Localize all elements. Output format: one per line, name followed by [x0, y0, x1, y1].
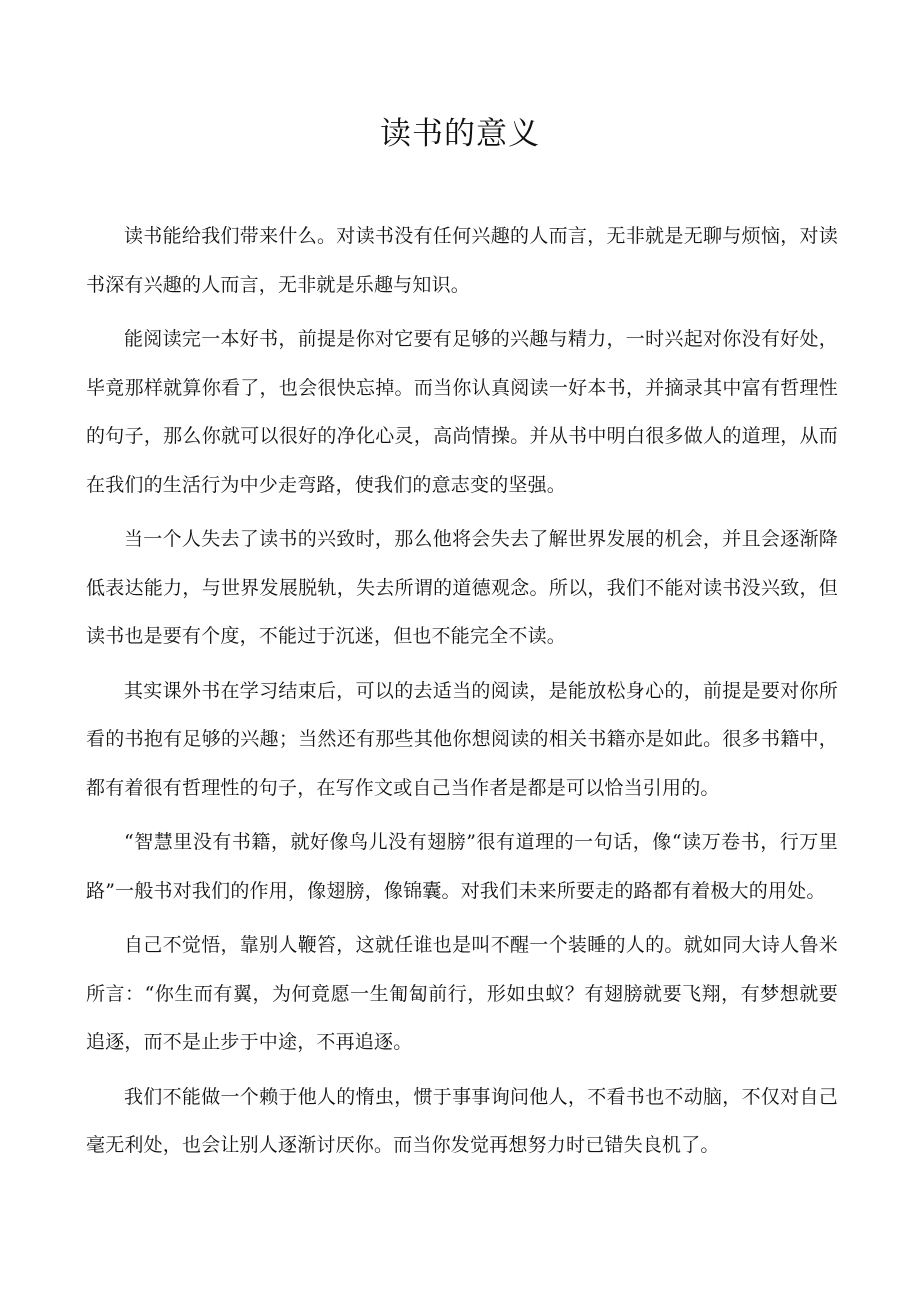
paragraph-5: “智慧里没有书籍，就好像鸟儿没有翅膀”很有道理的一句话，像“读万卷书，行万里路”一般书对我们的作用，像翅膀，像锦囊。对我们未来所要走的路都有着极大的用处。	[86, 831, 838, 902]
paragraph-4: 其实课外书在学习结束后，可以的去适当的阅读，是能放松身心的，前提是要对你所看的书抱有足够的兴趣；当然还有那些其他你想阅读的相关书籍亦是如此。很多书籍中，都有着很有哲理性的句子，在写作文或自己当作者是都是可以恰当引用的。	[86, 679, 838, 799]
paragraph-6: 自己不觉悟，靠别人鞭笞，这就任谁也是叫不醒一个装睡的人的。就如同大诗人鲁米所言：“你生而有翼，为何竟愿一生匍匐前行，形如虫蚁？有翅膀就要飞翔，有梦想就要追逐，而不是止步于中途，不再追逐。	[86, 934, 838, 1053]
paragraph-7: 我们不能做一个赖于他人的惰虫，惯于事事询问他人，不看书也不动脑，不仅对自己毫无利处，也会让别人逐渐讨厌你。而当你发觉再想努力时已错失良机了。	[86, 1085, 838, 1156]
document-title: 读书的意义	[380, 116, 540, 152]
document-body	[86, 212, 838, 1176]
paragraph-3: 当一个人失去了读书的兴致时，那么他将会失去了解世界发展的机会，并且会逐渐降低表达能力，与世界发展脱轨，失去所谓的道德观念。所以，我们不能对读书没兴致，但读书也是要有个度，不能过于沉迷，但也不能完全不读。	[86, 528, 838, 647]
paragraph-1: 读书能给我们带来什么。对读书没有任何兴趣的人而言，无非就是无聊与烦恼，对读书深有兴趣的人而言，无非就是乐趣与知识。	[86, 225, 838, 296]
paragraph-2: 能阅读完一本好书，前提是你对它要有足够的兴趣与精力，一时兴起对你没有好处，毕竟那样就算你看了，也会很快忘掉。而当你认真阅读一好本书，并摘录其中富有哲理性的句子，那么你就可以很好的净化心灵，高尚情操。并从书中明白很多做人的道理，从而在我们的生活行为中少走弯路，使我们的意志变的坚强。	[86, 328, 838, 496]
